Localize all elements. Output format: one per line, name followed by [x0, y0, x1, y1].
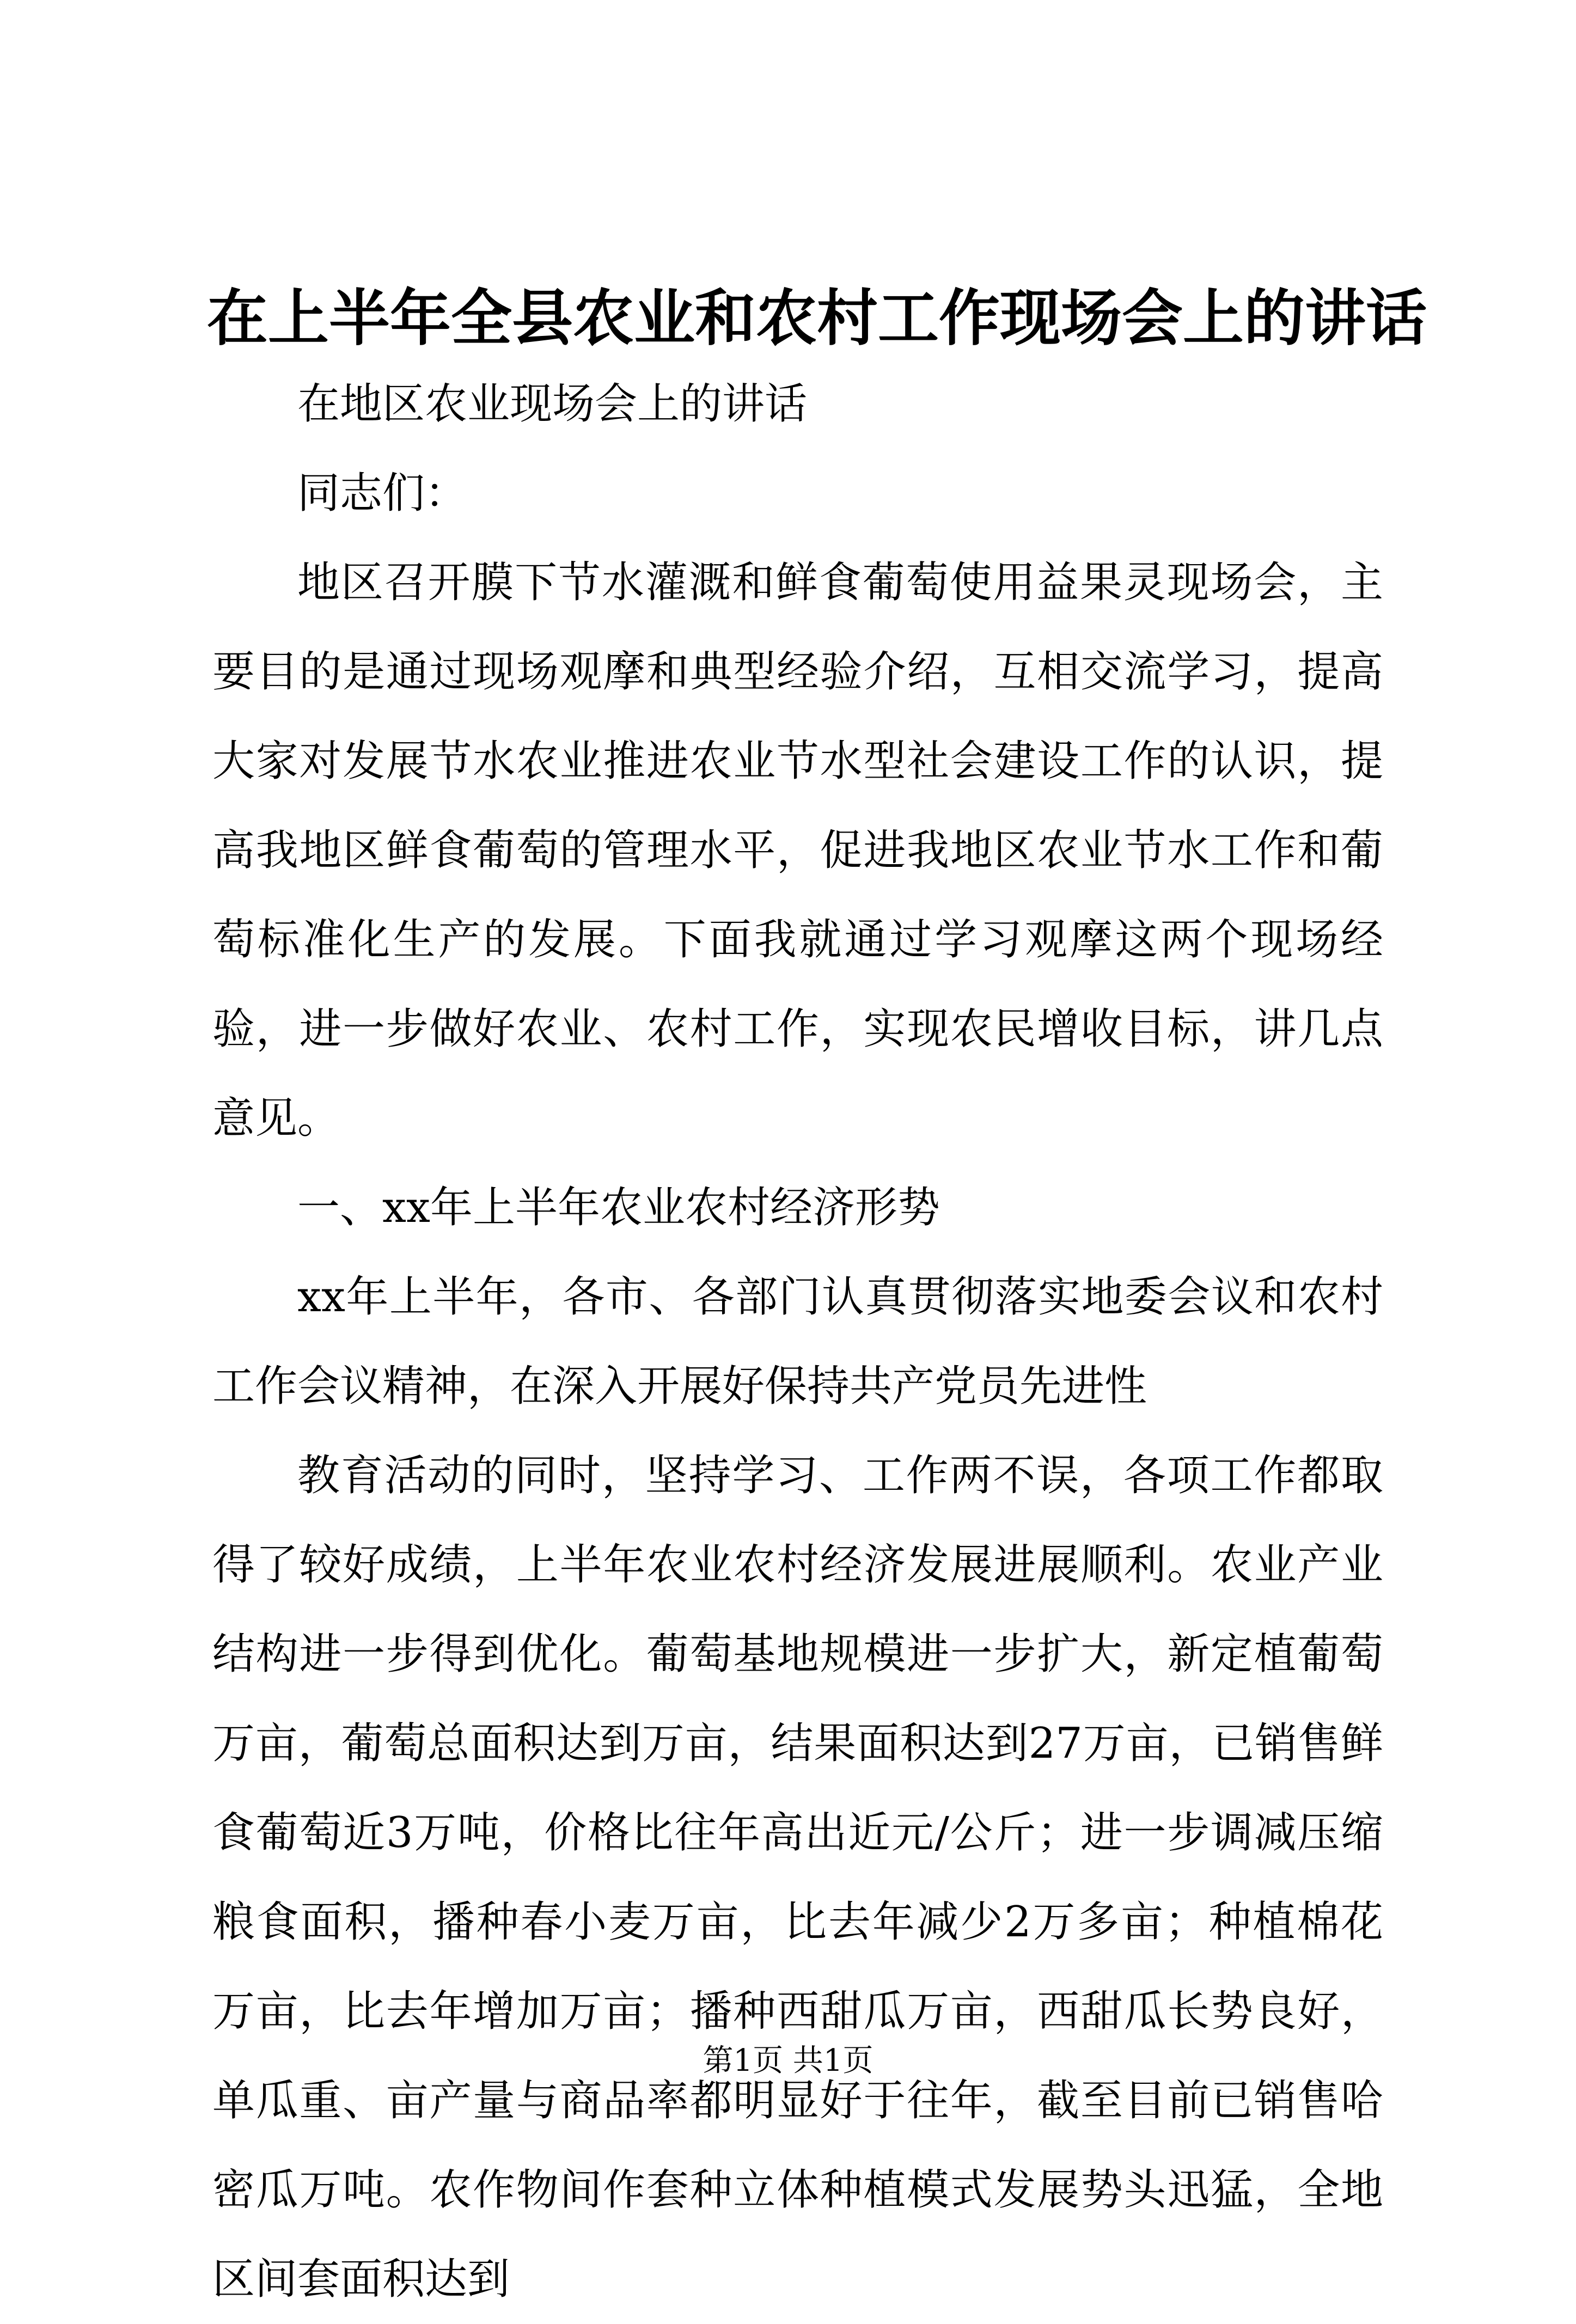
page-footer: 第1页 共1页 — [703, 2043, 873, 2078]
body-paragraph: 教育活动的同时，坚持学习、工作两不误，各项工作都取得了较好成绩，上半年农业农村经济发展进展顺利。农业产业结构进一步得到优化。葡萄基地规模进一步扩大，新定植葡萄万亩，葡萄总面积达到万亩，结果面积达到27万亩，已销售鲜食葡萄近3万吨，价格比往年高出近元/公斤；进一步调减压缩粮食面积，播种春小麦万亩，比去年减少2万多亩；种植棉花万亩，比去年增加万亩；播种西甜瓜万亩，西甜瓜长势良好，单瓜重、亩产量与商品率都明显好于往年，截至目前已销售哈密瓜万吨。农作物间作套种立体种植模式发展势头迅猛，全地区间套面积达到 — [212, 1451, 1383, 2304]
salutation-paragraph: 同志们： — [297, 469, 468, 518]
intro-paragraph: 地区召开膜下节水灌溉和鲜食葡萄使用益果灵现场会，主要目的是通过现场观摩和典型经验介绍，互相交流学习，提高大家对发展节水农业推进农业节水型社会建设工作的认识，提高我地区鲜食葡萄的管理水平，促进我地区农业节水工作和葡萄标准化生产的发展。下面我就通过学习观摩这两个现场经验，进一步做好农业、农村工作，实现农民增收目标，讲几点意见。 — [212, 558, 1383, 1143]
body-paragraph: xx年上半年，各市、各部门认真贯彻落实地委会议和农村工作会议精神，在深入开展好保持共产党员先进性 — [212, 1273, 1383, 1411]
subtitle-paragraph: 在地区农业现场会上的讲话 — [297, 380, 808, 429]
document-title: 在上半年全县农业和农村工作现场会上的讲话 — [207, 283, 1427, 354]
document-body — [212, 359, 1383, 2324]
section-heading-1: 一、xx年上半年农业农村经济形势 — [297, 1183, 940, 1232]
